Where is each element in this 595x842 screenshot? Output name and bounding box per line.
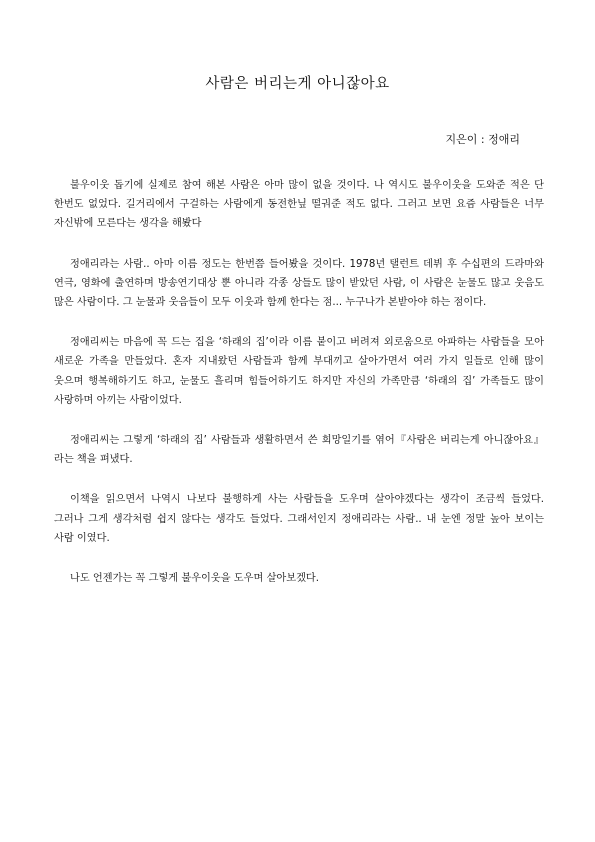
paragraph-3: 정애리씨는 마음에 꼭 드는 집을 ‘하래의 집’이라 이름 붙이고 버려져 외로움으로 아파하는 사람들을 모아 새로운 가족을 만들었다. 혼자 지내왔던 사람들과 함께 부대끼고 살아가면서 여러 가지 일들로 인해 많이 웃으며 행복해하기도 하고, 눈물도 흘리며 힘들어하기도 하지만 자신의 가족만큼 ‘하래의 집’ 가족들도 많이 사랑하며 아끼는 사람이었다. — [54, 337, 544, 406]
paragraph-6: 나도 언젠가는 꼭 그렇게 불우이웃을 도우며 살아보겠다. — [70, 573, 320, 585]
author-line: 지은이 : 정애리 — [445, 133, 520, 146]
paragraph-1: 불우이웃 돕기에 실제로 참여 해본 사람은 아마 많이 없을 것이다. 나 역시도 불우이웃을 도와준 적은 단 한번도 없었다. 길거리에서 구걸하는 사람에게 동전한닢 떨궈준 적도 없다. 그러고 보면 요즘 사람들은 너무 자신밖에 모른다는 생각을 해봤다 — [54, 180, 544, 230]
paragraph-2: 정애리라는 사람.. 아마 이름 정도는 한번쯤 들어봤을 것이다. 1978년 탤런트 데뷔 후 수십편의 드라마와 연극, 영화에 출연하며 방송연기대상 뿐 아니라 각종 상들도 많이 받았던 사람, 이 사람은 눈물도 많고 웃음도 많은 사람이다. 그 눈물과 웃음들이 모두 이웃과 함께 한다는 점... 누구나가 본받아야 하는 점이다. — [54, 258, 544, 309]
page-title: 사람은 버리는게 아니잖아요 — [205, 76, 390, 92]
body-text — [54, 176, 544, 609]
paragraph-4: 정애리씨는 그렇게 ‘하래의 집’ 사람들과 생활하면서 쓴 희망일기를 엮어『사람은 버리는게 아니잖아요』라는 책을 펴냈다. — [54, 435, 544, 466]
paragraph-5: 이책을 읽으면서 나역시 나보다 불행하게 사는 사람들을 도우며 살아야겠다는 생각이 조금씩 들었다. 그러나 그게 생각처럼 쉽지 않다는 생각도 들었다. 그래서인지 정애리라는 사람.. 내 눈엔 정말 높아 보이는 사람 이였다. — [54, 494, 544, 544]
